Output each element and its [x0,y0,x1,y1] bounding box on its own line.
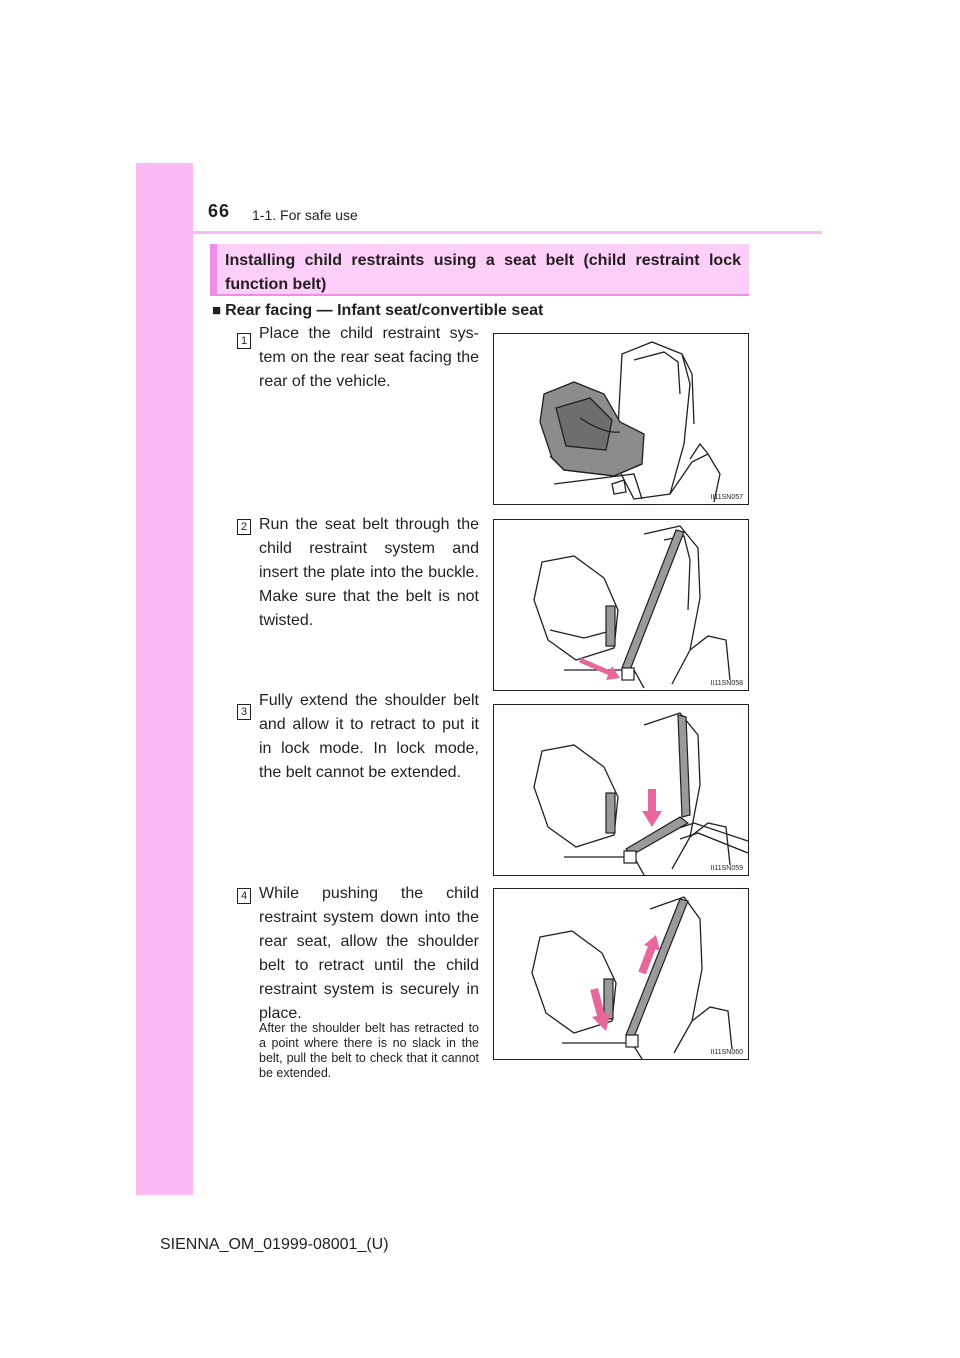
figure-code: II11SN058 [710,680,743,687]
square-bullet-icon: ■ [212,302,222,319]
figure-code: II11SN059 [710,865,743,872]
figure-code: II11SN060 [710,1049,743,1056]
footer-doc-id: SIENNA_OM_01999-08001_(U) [160,1236,389,1253]
figure-step-3 [493,704,749,876]
seat-belt-routing-illustration-icon [494,520,749,691]
step-number-2: 2 [237,519,251,535]
infant-seat-illustration-icon [494,334,749,505]
figure-step-4 [493,888,749,1060]
step-text-2: Run the seat belt through the child restraint system and insert the plate into the buckle. Make sure that the belt is not twisted. [259,516,479,629]
step-number-4: 4 [237,888,251,904]
side-tab-bar [136,163,193,1195]
page-number: 66 [208,201,231,221]
subheading [212,302,543,320]
section-title-box [210,244,749,296]
figure-code: II11SN057 [710,494,743,501]
step-number-3: 3 [237,704,251,720]
step-text-3: Fully extend the shoulder belt and allow it to retract to put it in lock mode. In lock mode, the belt cannot be extended. [259,692,479,781]
step-note-4: After the shoulder belt has retracted to a point where there is no slack in the belt, pull the belt to check that it cannot be extended. [259,1021,479,1080]
step-text-4: While pushing the child restraint system down into the rear seat, allow the shoulder belt to retract until the child restraint system is securely in place. [259,885,479,1022]
header-rule [193,231,822,234]
section-label: 1-1. For safe use [252,207,358,223]
step-text-1: Place the child restraint sys-tem on the rear seat facing the rear of the vehicle. [259,325,479,390]
section-title: Installing child restraints using a seat belt (child restraint lock function belt) [225,252,741,293]
figure-step-1 [493,333,749,505]
subheading-text: Rear facing — Infant seat/convertible seat [225,302,544,319]
step-number-1: 1 [237,333,251,349]
push-seat-down-illustration-icon [494,889,749,1060]
extend-belt-illustration-icon [494,705,749,876]
figure-step-2 [493,519,749,691]
